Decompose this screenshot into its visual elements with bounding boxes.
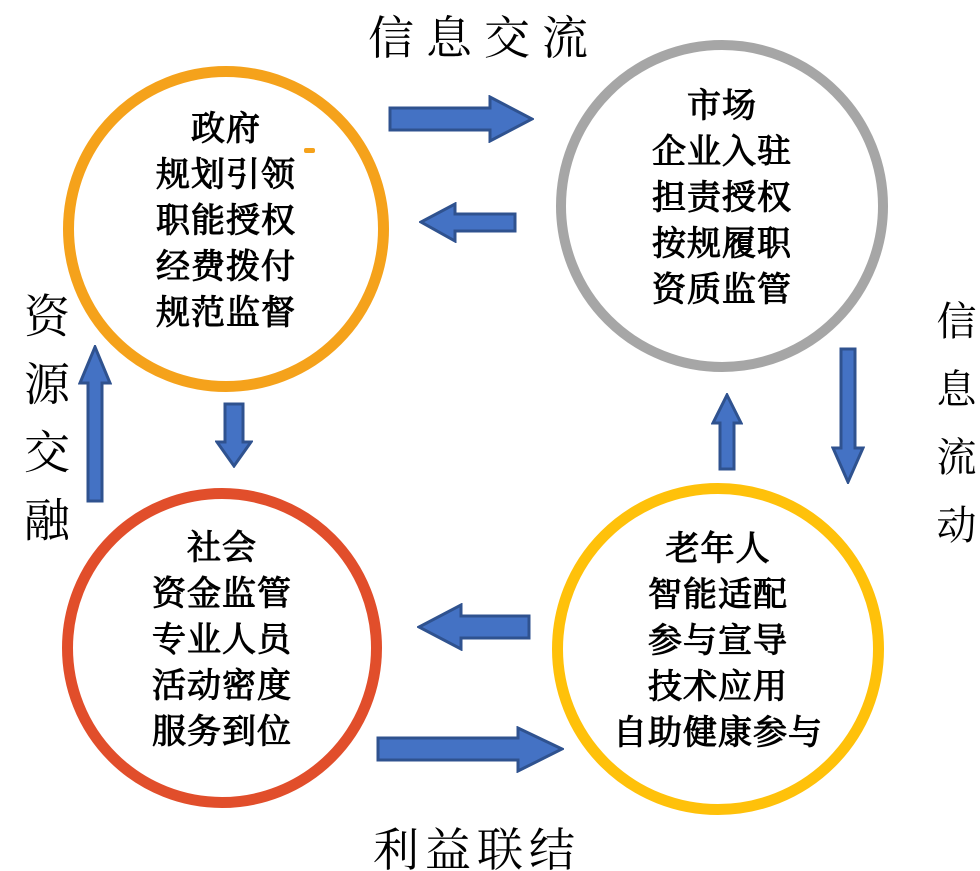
node-society-text (152, 525, 292, 755)
arrow-society-to-government (78, 345, 112, 503)
node-government-item: 规划引领 (156, 156, 296, 194)
node-market-item: 资质监管 (652, 271, 792, 309)
label-information-flow: 信息流动 (931, 300, 976, 572)
node-society-title: 社会 (187, 529, 257, 567)
node-government-text (156, 106, 296, 336)
arrow-market-to-elderly (831, 347, 865, 484)
node-society (62, 488, 382, 808)
node-market-text (652, 83, 792, 313)
node-elderly-item: 自助健康参与 (613, 714, 823, 752)
label-benefit-linkage: 利益联结 (373, 825, 581, 871)
node-government-item: 经费拨付 (156, 248, 296, 286)
node-market-item: 企业入驻 (652, 133, 792, 171)
node-elderly-item: 智能适配 (648, 576, 788, 614)
arrow-society-to-elderly (376, 726, 564, 773)
label-information-exchange: 信息交流 (368, 13, 600, 64)
small-dash-mark (304, 148, 315, 153)
node-market (556, 40, 888, 372)
node-market-title: 市场 (687, 87, 757, 125)
node-elderly-title: 老年人 (665, 530, 771, 568)
node-government-item: 职能授权 (156, 202, 296, 240)
arrow-elderly-to-market (711, 393, 743, 471)
label-resource-integration: 资源交融 (18, 292, 69, 564)
arrow-elderly-to-society (417, 603, 531, 651)
node-government (63, 66, 389, 392)
node-elderly-item: 参与宣导 (648, 622, 788, 660)
node-society-item: 专业人员 (152, 621, 292, 659)
node-society-item: 资金监管 (152, 575, 292, 613)
node-elderly-text (613, 526, 823, 756)
arrow-market-to-government (419, 202, 517, 243)
node-government-item: 规范监督 (156, 294, 296, 332)
arrow-government-to-market (388, 95, 534, 143)
node-elderly (552, 483, 884, 815)
node-market-item: 按规履职 (652, 225, 792, 263)
node-market-item: 担责授权 (652, 179, 792, 217)
node-society-item: 服务到位 (152, 713, 292, 751)
node-government-title: 政府 (191, 110, 261, 148)
node-society-item: 活动密度 (152, 667, 292, 705)
arrow-government-to-society (215, 402, 253, 468)
node-elderly-item: 技术应用 (648, 668, 788, 706)
